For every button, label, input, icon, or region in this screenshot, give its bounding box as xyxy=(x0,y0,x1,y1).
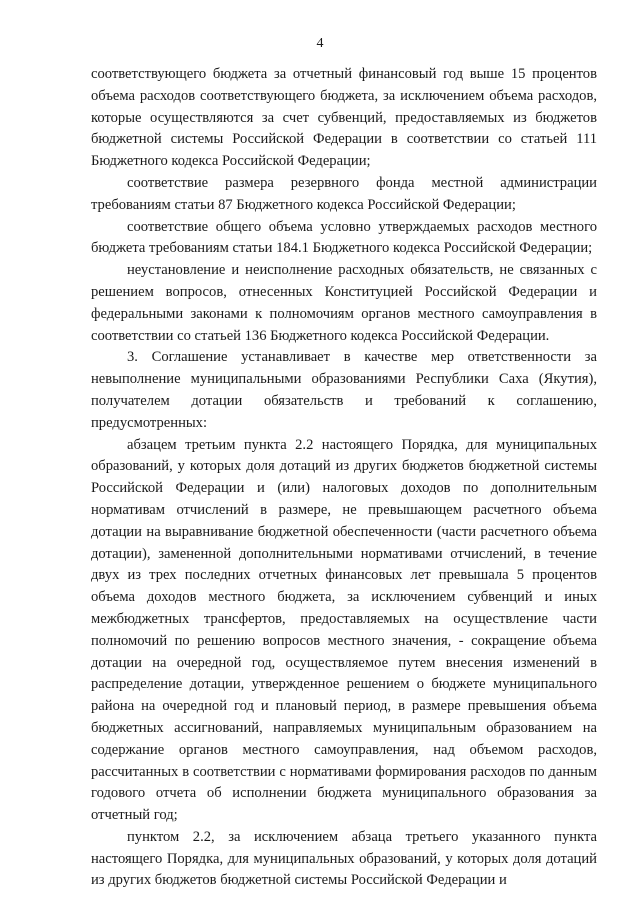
page-number: 4 xyxy=(316,36,324,51)
paragraph-agreement-measures: 3. Соглашение устанавливает в качестве мер ответственности за невыполнение муниципальными образованиями Республики Саха (Якутия), получателем дотации обязательств и требований к соглашению, предусмотренных: xyxy=(91,349,597,431)
paragraph-conditional-expenses: соответствие общего объема условно утверждаемых расходов местного бюджета требованиям статьи 184.1 Бюджетного кодекса Российской Федерации; xyxy=(91,218,597,257)
paragraph-continuation: соответствующего бюджета за отчетный финансовый год выше 15 процентов объема расходов соответствующего бюджета, за исключением объема расходов, которые осуществляются за счет субвенций, предоставляемых из бюджетов бюджетной системы Российской Федерации в соответствии со статьей 111 Бюджетного кодекса Российской Федерации; xyxy=(91,66,597,170)
document-body xyxy=(91,64,597,892)
paragraph-clause-2-2: пунктом 2.2, за исключением абзаца третьего указанного пункта настоящего Порядка, для муниципальных образований, у которых доля дотаций из других бюджетов бюджетной системы Российской Федерации и xyxy=(91,828,597,889)
paragraph-subsidy-reduction: абзацем третьим пункта 2.2 настоящего Порядка, для муниципальных образований, у которых доля дотаций из других бюджетов бюджетной системы Российской Федерации и (или) налоговых доходов по дополнительным нормативам отчислений в размере, не превышающем расчетного объема дотации на выравнивание бюджетной обеспеченности (части расчетного объема дотации), замененной дополнительными нормативами отчислений, в течение двух из трех последних отчетных финансовых лет превышала 5 процентов объема доходов местного бюджета, за исключением субвенций и иных межбюджетных трансфертов, предоставляемых на осуществление части полномочий по решению вопросов местного значения, - сокращение объема дотации на очередной год, осуществляемое путем внесения изменений в распределение дотации, утвержденное решением о бюджете муниципального района на очередной год и плановый период, в размере превышения объема бюджетных ассигнований, направляемых муниципальным образованием на содержание органов местного самоуправления, над объемом расходов, рассчитанных в соответствии с нормативами формирования расходов по данным годового отчета об исполнении бюджета муниципального образования за отчетный год; xyxy=(91,436,597,824)
paragraph-reserve-fund: соответствие размера резервного фонда местной администрации требованиям статьи 87 Бюджетного кодекса Российской Федерации; xyxy=(91,174,597,213)
paragraph-expense-obligations: неустановление и неисполнение расходных обязательств, не связанных с решением вопросов, отнесенных Конституцией Российской Федерации и федеральными законами к полномочиям органов местного самоуправления в соответствии со статьей 136 Бюджетного кодекса Российской Федерации. xyxy=(91,262,597,344)
